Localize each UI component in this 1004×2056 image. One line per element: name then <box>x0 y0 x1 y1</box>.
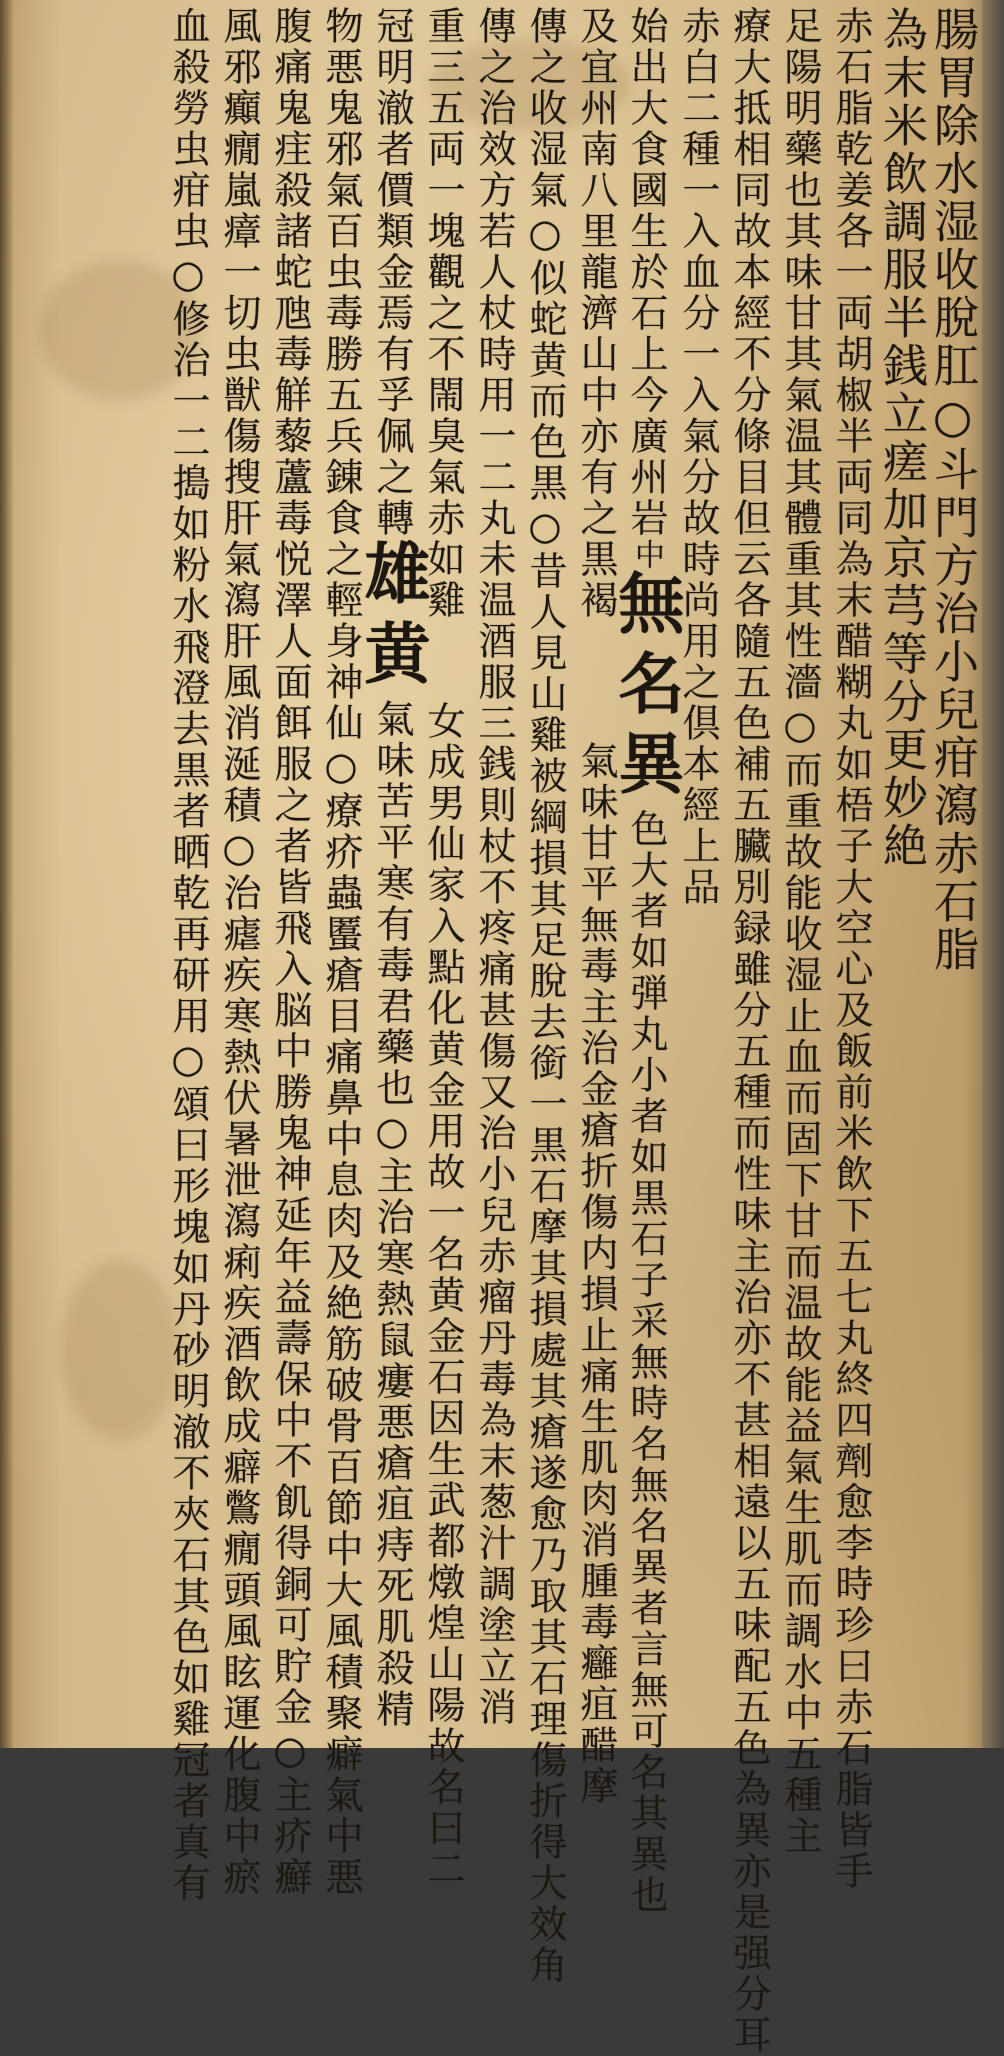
page-right-edge <box>982 0 1004 1748</box>
text-column-1: 腸胃除水湿收脫肛○斗門方治小兒疳瀉赤石脂 <box>926 6 979 974</box>
heading-wumingyi: 無名異 <box>607 569 685 809</box>
column-7-text-a: 始出大食國生於石上今廣州岩 <box>624 6 668 539</box>
column-11-text-a: 重三五両一塊觀之不閙臭氣赤如雞 <box>421 6 465 621</box>
column-12-text-a: 冠明澈者價類金焉有孚佩之轉 <box>370 6 414 539</box>
text-column-12 <box>353 6 431 1742</box>
column-12-text-b: 氣味苦平寒有毒君藥也○主治寒熱鼠瘻悪瘡疽痔死肌殺精 <box>370 699 414 1730</box>
text-column-4: 足陽明藥也其味甘其氣温其體重其性濇○而重故能收湿止血而固下甘而温故能益氣生肌而調水中五種主 <box>778 6 822 1857</box>
page-left-edge <box>0 0 14 1748</box>
text-column-9: 傳之收湿氣○似蛇黄而色黒○昔人見山雞被綱損其足脫去銜一黒石摩其損處其瘡遂愈乃取其石理傷折得大效角 <box>523 6 567 1986</box>
text-column-16: 血殺勞虫疳虫○修治一二搗如粉水飛澄去黒者晒乾再研用○頌曰形塊如丹砂明澈不夾石其色如雞冠者真有 <box>166 6 210 1904</box>
text-column-5: 療大抵相同故本經不分條目但云各隨五色補五臟別録雖分五種而性味主治亦不甚相遠以五味配五色為異亦是强分耳 <box>727 6 771 2056</box>
column-7-text-b: 色大者如弾丸小者如黒石子采無時名無名異者言無可名其異也 <box>624 809 668 1916</box>
column-8-text-a: 及宜州南八里龍濟山中亦有之黒褐 <box>574 6 618 621</box>
text-column-14: 腹痛鬼疰殺諸蛇虺毒觧藜蘆毒悦澤人面餌服之者皆飛入脳中勝鬼神延年益壽保中不飢得銅可貯金○主疥癬 <box>268 6 312 1898</box>
heading-xionghuang: 雄黄 <box>353 539 431 699</box>
text-column-2: 為末米飲調服半銭立瘥加京芎等分更妙絶 <box>875 6 928 870</box>
column-11-text-b: 女成男仙家入點化黄金用故一名黄金石因生武都燉煌山陽故名曰二 <box>421 701 465 1890</box>
text-column-3: 赤石脂乾姜各一両胡椒半両同為末醋糊丸如梧子大空心及飯前米飲下五七丸終四劑愈李時珍曰赤石脂皆手 <box>829 6 873 1892</box>
text-column-8 <box>570 6 621 1807</box>
column-8-text-b: 氣味甘平無毒主治金瘡折傷内損止痛生肌肉消腫毒癰疽醋摩 <box>574 741 618 1807</box>
column-7-note: 中 <box>629 539 664 569</box>
text-column-7 <box>607 6 685 1916</box>
text-column-11 <box>417 6 468 1890</box>
text-column-15: 風邪癲癇嵐瘴一切虫獣傷搜肝氣瀉肝風消涎積○治瘧疾寒熱伏暑泄瀉痢疾酒飲成癖鷩癇頭風眩運化腹中瘀 <box>217 6 261 1898</box>
text-column-6: 赤白二種一入血分一入氣分故時尚用之倶本經上品 <box>676 6 720 908</box>
text-columns <box>162 6 979 2056</box>
text-column-10: 傳之治效方若人杖時用一二丸未温酒服三銭則杖不疼痛甚傷又治小兒赤瘤丹毒為末葱汁調塗立消 <box>472 6 516 1728</box>
text-column-13: 物悪鬼邪氣百虫毒勝五兵錬食之輕身神仙○療疥蟲𧏾瘡目痛鼻中息肉及絶筋破骨百節中大風積聚癖氣中悪 <box>319 6 363 1898</box>
